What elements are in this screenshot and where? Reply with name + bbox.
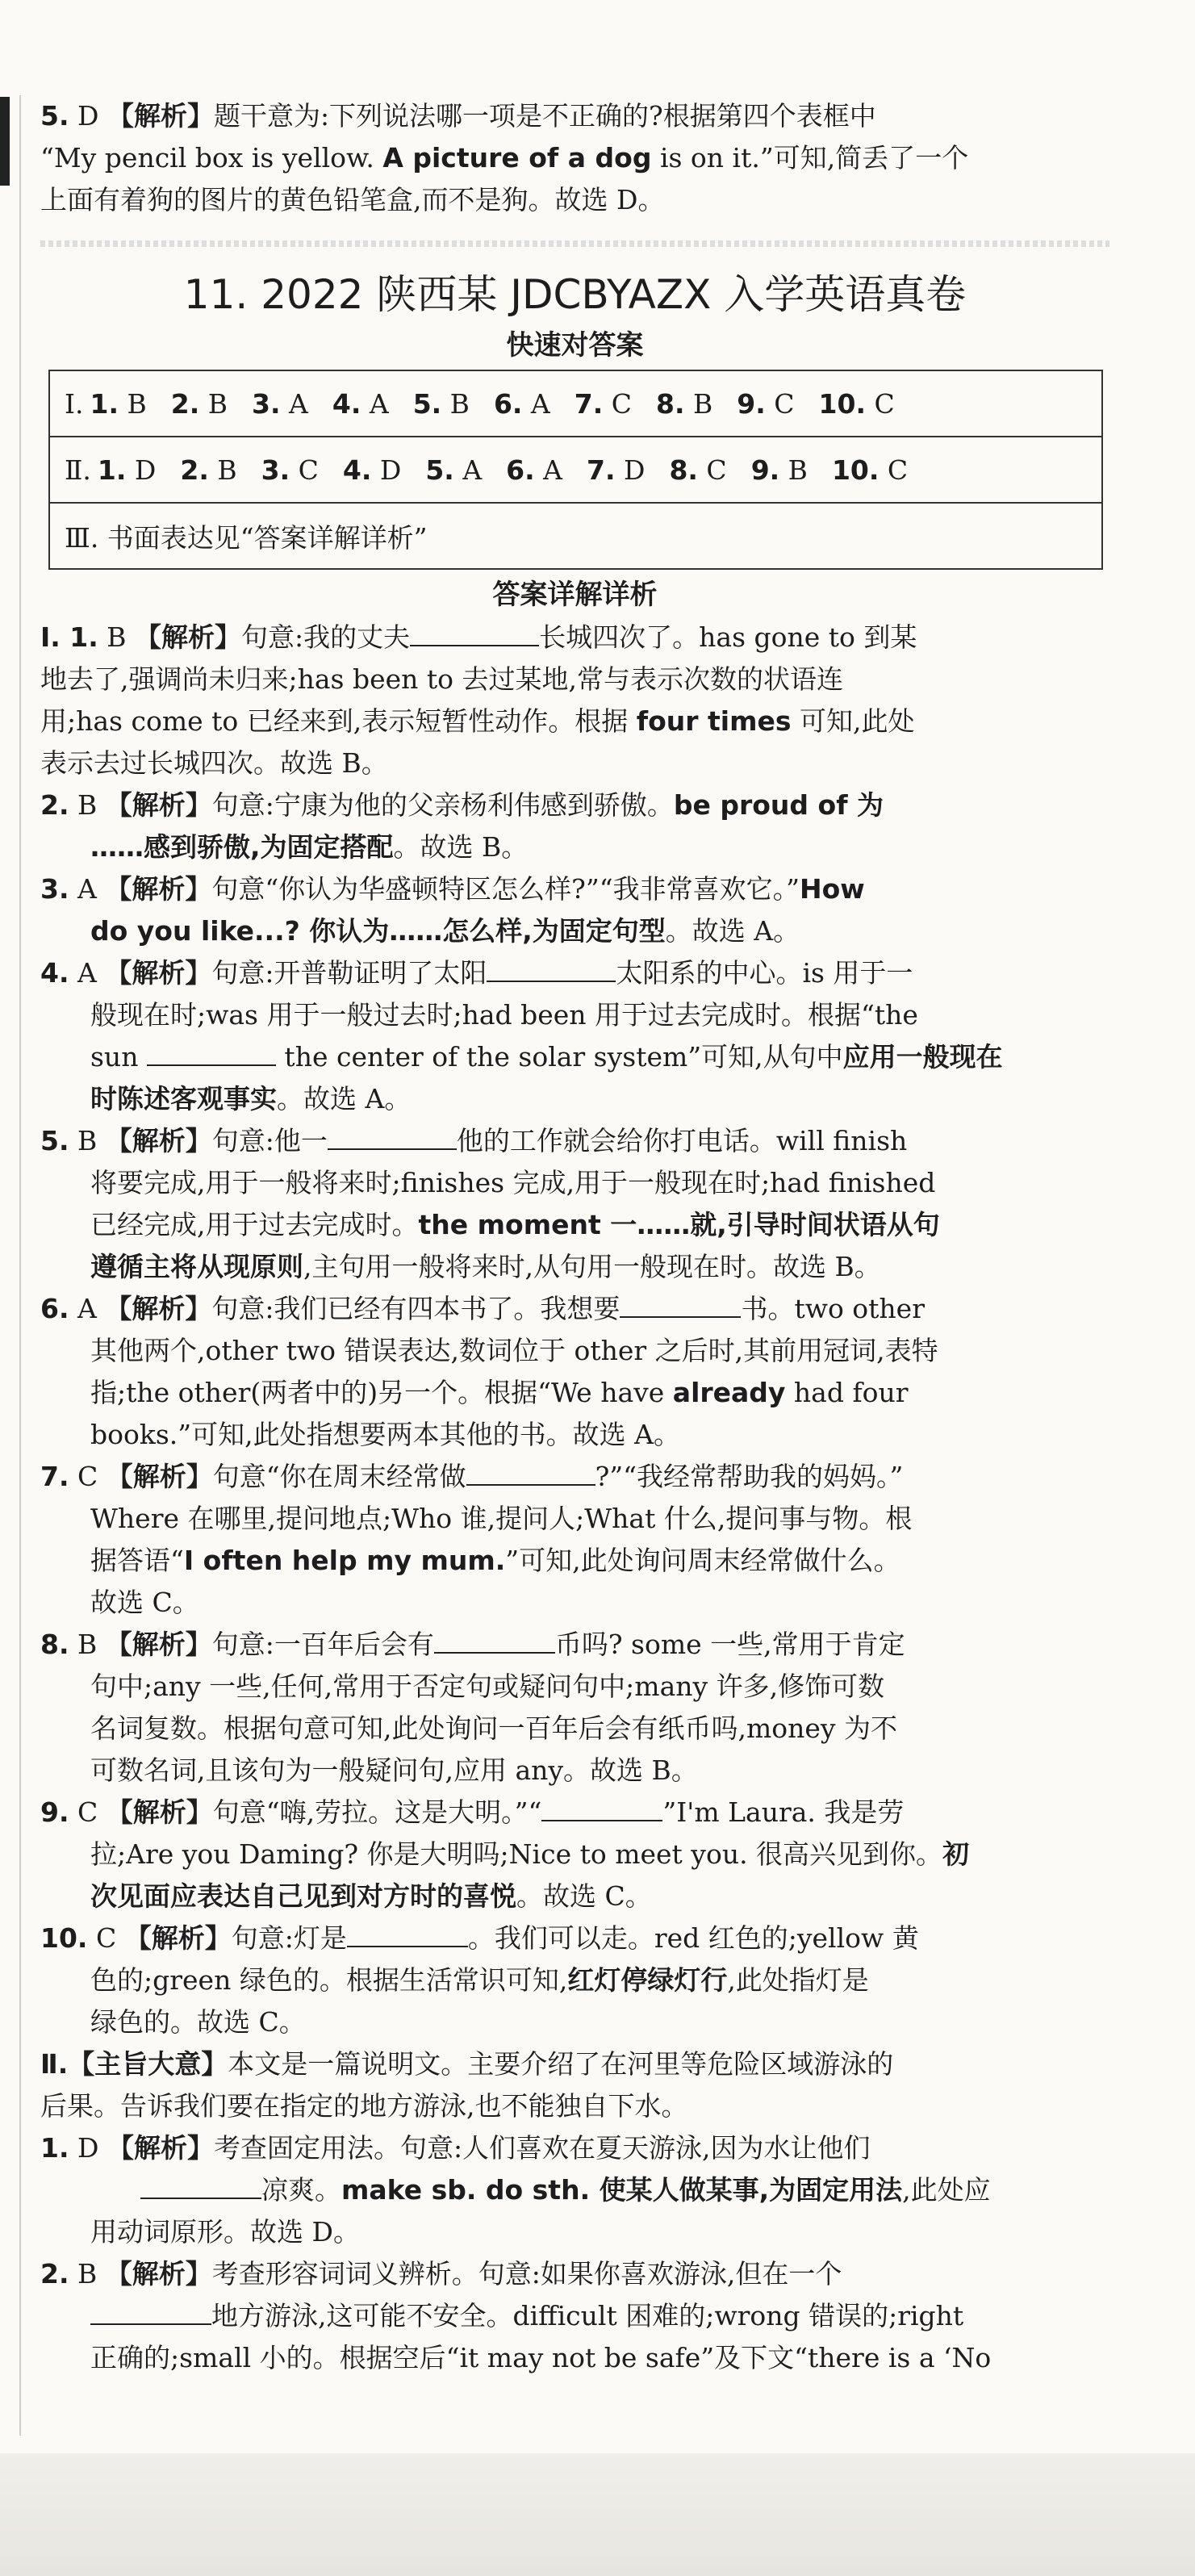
bold-text: make sb. do sth. 使某人做某事,为固定用法 [341, 2174, 903, 2206]
answer-item [261, 454, 319, 486]
answer-letter: D [69, 2132, 107, 2164]
detail-title: 答案详解详析 [492, 579, 658, 611]
analysis-tag: 【解析】 [106, 1461, 213, 1492]
answer-item [98, 454, 156, 486]
answer-number: 8. [656, 387, 685, 420]
analysis-tag: 【解析】 [105, 873, 212, 905]
answer-letter: B [69, 2258, 106, 2290]
answer-letter: B [208, 454, 237, 486]
part2-q1 [40, 2127, 1109, 2253]
text: books.”可知,此处指想要两本其他的书。故选 A。 [90, 1419, 680, 1450]
question-number: 5. [40, 1125, 69, 1156]
text: 可知,此处 [791, 705, 915, 737]
analysis-tag: 【解析】 [105, 789, 212, 821]
answer-item [737, 388, 794, 420]
answer-number: 7. [574, 387, 604, 420]
text: 句中;any 一些,任何,常用于否定句或疑问句中;many 许多,修饰可数 [90, 1671, 885, 1702]
text: 后果。告诉我们要在指定的地方游泳,也不能独自下水。 [40, 2090, 688, 2122]
text: 太阳系的中心。is 用于一 [616, 957, 913, 989]
question-number: 2. [40, 2258, 69, 2290]
main-idea-tag: 【主旨大意】 [68, 2048, 228, 2080]
text: 。故选 C。 [516, 1880, 652, 1912]
question-number: 8. [40, 1629, 69, 1660]
analysis-tag: 【解析】 [124, 1922, 232, 1954]
text: 长城四次了。has gone to 到某 [539, 621, 917, 653]
row-text: Ⅲ. 书面表达见“答案详解详析” [65, 521, 428, 554]
analysis-tag: 【解析】 [105, 1125, 212, 1156]
text: 可数名词,且该句为一般疑问句,应用 any。故选 B。 [90, 1754, 698, 1786]
text: 般现在时;was 用于一般过去时;had been 用于过去完成时。根据“the [90, 999, 918, 1031]
text: 考查固定用法。句意:人们喜欢在夏天游泳,因为水让他们 [213, 2132, 871, 2164]
text: 绿色的。故选 C。 [90, 2006, 306, 2038]
blank [140, 2173, 261, 2199]
bold-text: four times [636, 705, 792, 737]
question-number: 10. [40, 1922, 88, 1954]
answer-letter: D [615, 454, 646, 486]
part2-q2 [40, 2253, 1109, 2379]
text: 色的;green 绿色的。根据生活常识可知, [90, 1964, 568, 1996]
text: 地方游泳,这可能不安全。difficult 困难的;wrong 错误的;right [211, 2300, 964, 2331]
answer-number: 8. [669, 454, 698, 486]
text: 上面有着狗的图片的黄色铅笔盒,而不是狗。故选 D。 [40, 184, 665, 215]
answer-item [832, 454, 908, 486]
answer-item [180, 454, 236, 486]
text: 地去了,强调尚未归来;has been to 去过某地,常与表示次数的状语连 [40, 663, 843, 695]
margin-line [19, 95, 21, 2436]
detail-q9 [40, 1792, 1109, 1917]
text: 凉爽。 [261, 2174, 341, 2206]
part2-main-idea [40, 2043, 1109, 2127]
text: 据答语“ [90, 1545, 184, 1576]
text: 已经完成,用于过去完成时。 [90, 1209, 419, 1240]
question-number: 4. [40, 957, 69, 989]
quick-answer-title: 快速对答案 [506, 329, 644, 362]
text: 故选 C。 [90, 1587, 199, 1618]
answer-letter: A [453, 454, 483, 486]
answer-letter: D [69, 100, 107, 132]
text: 他的工作就会给你打电话。will finish [456, 1125, 908, 1156]
bold-text: 红灯停绿灯行 [567, 1964, 728, 1996]
answer-number: 1. [97, 454, 127, 486]
blank [487, 956, 616, 982]
text: 句意“你认为华盛顿特区怎么样?”“我非常喜欢它。” [211, 873, 800, 905]
bold-text: 应用一般现在 [842, 1041, 1003, 1073]
detail-q8 [40, 1624, 1109, 1792]
answer-row-3 [50, 504, 1101, 568]
answer-number: 7. [586, 454, 616, 486]
answer-item [332, 388, 389, 420]
blank [434, 1628, 555, 1654]
answer-item [425, 454, 482, 486]
detail-q5 [40, 1120, 1109, 1288]
question-number: 2. [40, 789, 69, 821]
answer-row-2 [50, 437, 1101, 504]
analysis-tag: 【解析】 [105, 957, 212, 989]
text: is on it.”可知,简丢了一个 [651, 142, 969, 174]
question-number: 1. [40, 2132, 69, 2164]
bold-text: ……感到骄傲,为固定搭配 [90, 831, 394, 863]
answer-number: 2. [180, 454, 209, 486]
detail-q3 [40, 868, 1109, 952]
answer-number: 9. [737, 387, 766, 420]
blank [410, 621, 539, 646]
analysis-tag: 【解析】 [106, 1796, 213, 1828]
text: 句意“嗨,劳拉。这是大明。”“ [212, 1796, 542, 1828]
answer-item [506, 454, 562, 486]
detail-q10 [40, 1917, 1109, 2043]
answer-row-1 [50, 371, 1101, 437]
answer-number: 2. [170, 387, 200, 420]
text: 将要完成,用于一般将来时;finishes 完成,用于一般现在时;had finished [90, 1167, 936, 1198]
text: had four [785, 1377, 909, 1408]
detail-q1 [40, 617, 1109, 784]
answer-item [171, 388, 228, 420]
blank [328, 1124, 457, 1150]
answer-letter: B [441, 387, 470, 420]
answer-number: 5. [425, 454, 454, 486]
answer-item [669, 454, 726, 486]
detail-q7 [40, 1456, 1109, 1624]
answer-item [751, 454, 808, 486]
text: 题干意为:下列说法哪一项是不正确的?根据第四个表框中 [213, 100, 876, 132]
text: the center of the solar system”可知,从句中 [275, 1041, 843, 1073]
text: 指;the other(两者中的)另一个。根据“We have [90, 1377, 673, 1408]
answer-letter: A [280, 387, 308, 420]
text: “My pencil box is yellow. [40, 142, 383, 174]
answer-item [494, 388, 550, 420]
bold-text: 时陈述客观事实 [90, 1083, 277, 1114]
question-number: 6. [40, 1293, 69, 1324]
analysis-tag: 【解析】 [107, 2132, 214, 2164]
text: 。故选 A。 [665, 915, 800, 947]
answer-number: 3. [252, 387, 281, 420]
answer-number: 6. [493, 387, 523, 420]
answer-letter: A [69, 873, 106, 905]
answer-letter: C [865, 387, 895, 420]
text: 。故选 A。 [277, 1083, 412, 1114]
answer-letter: B [98, 621, 136, 653]
text: ,此处指灯是 [727, 1964, 869, 1996]
content-column [40, 95, 1109, 2379]
text: 用;has come to 已经来到,表示短暂性动作。根据 [40, 705, 637, 737]
text: ”可知,此处询问周末经常做什么。 [505, 1545, 900, 1576]
page-bottom-band [0, 2453, 1195, 2576]
text: 句意:宁康为他的父亲杨利伟感到骄傲。 [211, 789, 674, 821]
answer-number: 10. [818, 387, 866, 420]
blank [147, 1040, 276, 1066]
text: 币吗? some 一些,常用于肯定 [554, 1629, 905, 1660]
question-number: 7. [40, 1461, 69, 1492]
analysis-tag: 【解析】 [107, 100, 214, 132]
question-number: 5. [40, 100, 69, 132]
bold-text: 次见面应表达自己见到对方时的喜悦 [90, 1880, 516, 1912]
text: 句意:开普勒证明了太阳 [211, 957, 487, 989]
answer-item [587, 454, 645, 486]
section-divider [40, 240, 1109, 247]
detail-q6 [40, 1288, 1109, 1456]
bold-text: already [672, 1377, 786, 1408]
blank [90, 2299, 211, 2325]
text: ,主句用一般将来时,从句用一般现在时。故选 B。 [303, 1251, 881, 1282]
answer-letter: A [69, 957, 106, 989]
row-label: Ⅱ. [65, 454, 91, 486]
bold-text: I often help my mum. [183, 1545, 506, 1576]
text: 句意:灯是 [231, 1922, 347, 1954]
analysis-tag: 【解析】 [105, 1629, 212, 1660]
section-title: 11. 2022 陕西某 JDCBYAZX 入学英语真卷 [183, 271, 967, 318]
text: Where 在哪里,提问地点;Who 谁,提问人;What 什么,提问事与物。根 [90, 1503, 913, 1534]
answer-number: 5. [412, 387, 442, 420]
answer-letter: B [199, 387, 228, 420]
answer-item [656, 388, 712, 420]
text: ,此处应 [902, 2174, 991, 2206]
answer-letter: A [361, 387, 389, 420]
answer-number: 4. [342, 454, 372, 486]
text: 句意:他一 [211, 1125, 328, 1156]
answer-letter: A [522, 387, 550, 420]
text: 用动词原形。故选 D。 [90, 2216, 360, 2248]
text: 句意:我们已经有四本书了。我想要 [211, 1293, 620, 1324]
bold-text: 初 [942, 1838, 970, 1870]
answer-letter: C [603, 387, 633, 420]
bold-text: How [800, 873, 865, 905]
bold-text: do you like...? 你认为……怎么样,为固定句型 [90, 915, 666, 947]
answer-item [252, 388, 308, 420]
analysis-tag: 【解析】 [105, 2258, 212, 2290]
answer-letter: B [684, 387, 713, 420]
analysis-tag: 【解析】 [135, 621, 242, 653]
blank [466, 1460, 595, 1486]
answer-letter: C [87, 1922, 125, 1954]
answer-letter: C [290, 454, 319, 486]
answer-item [413, 388, 470, 420]
text: 句意:一百年后会有 [211, 1629, 434, 1660]
answer-number: 4. [332, 387, 361, 420]
answer-letter: B [69, 789, 106, 821]
question-number: Ⅰ. 1. [40, 621, 98, 653]
answer-letter: C [69, 1461, 107, 1492]
answer-letter: B [69, 1629, 106, 1660]
answer-letter: B [69, 1125, 106, 1156]
answer-number: 1. [90, 387, 119, 420]
question-number: 3. [40, 873, 69, 905]
answer-item [819, 388, 895, 420]
text: 正确的;small 小的。根据空后“it may not be safe”及下文“there is a ‘No [90, 2342, 992, 2373]
text: 拉;Are you Daming? 你是大明吗;Nice to meet you. 很高兴见到你。 [90, 1838, 943, 1870]
answer-letter: C [879, 454, 909, 486]
answer-letter: A [534, 454, 562, 486]
text: ”I'm Laura. 我是劳 [662, 1796, 905, 1828]
text: 本文是一篇说明文。主要介绍了在河里等危险区域游泳的 [228, 2048, 894, 2080]
detail-q2 [40, 784, 1109, 868]
answer-letter: C [69, 1796, 107, 1828]
answer-item [343, 454, 401, 486]
bold-text: 遵循主将从现原则 [90, 1251, 303, 1282]
text: 句意:我的丈夫 [241, 621, 411, 653]
answer-table [48, 370, 1103, 570]
text: ?”“我经常帮助我的妈妈。” [595, 1461, 904, 1492]
blank [541, 1796, 662, 1821]
row-label: Ⅰ. [65, 387, 84, 420]
text: 。故选 B。 [393, 831, 529, 863]
answer-item [90, 388, 147, 420]
binding-tab [0, 97, 10, 186]
text: sun [90, 1041, 147, 1073]
text: 句意“你在周末经常做 [212, 1461, 466, 1492]
answer-number: 9. [750, 454, 780, 486]
blank [620, 1292, 741, 1318]
text: 考查形容词词义辨析。句意:如果你喜欢游泳,但在一个 [211, 2258, 842, 2290]
text: 书。two other [741, 1293, 925, 1324]
bold-text: be proud of 为 [673, 789, 884, 821]
answer-letter: B [779, 454, 808, 486]
answer-letter: D [126, 454, 157, 486]
bold-text: A picture of a dog [382, 142, 652, 174]
text: 名词复数。根据句意可知,此处询问一百年后会有纸币吗,money 为不 [90, 1712, 898, 1744]
answer-number: 3. [261, 454, 290, 486]
text: 其他两个,other two 错误表达,数词位于 other 之后时,其前用冠词,表特 [90, 1335, 938, 1366]
detail-q4 [40, 952, 1109, 1120]
text: 。我们可以走。red 红色的;yellow 黄 [467, 1922, 919, 1954]
prev-q5 [40, 95, 1109, 221]
answer-letter: D [371, 454, 402, 486]
answer-item [575, 388, 632, 420]
answer-number: 10. [831, 454, 880, 486]
answer-letter: C [765, 387, 795, 420]
question-number: 9. [40, 1796, 69, 1828]
answer-letter: C [697, 454, 727, 486]
answer-letter: B [119, 387, 147, 420]
part-label: Ⅱ. [40, 2048, 69, 2080]
answer-letter: A [69, 1293, 106, 1324]
bold-text: the moment 一……就,引导时间状语从句 [418, 1209, 940, 1240]
answer-number: 6. [506, 454, 535, 486]
analysis-tag: 【解析】 [105, 1293, 212, 1324]
text: 表示去过长城四次。故选 B。 [40, 747, 388, 779]
blank [347, 1922, 468, 1947]
